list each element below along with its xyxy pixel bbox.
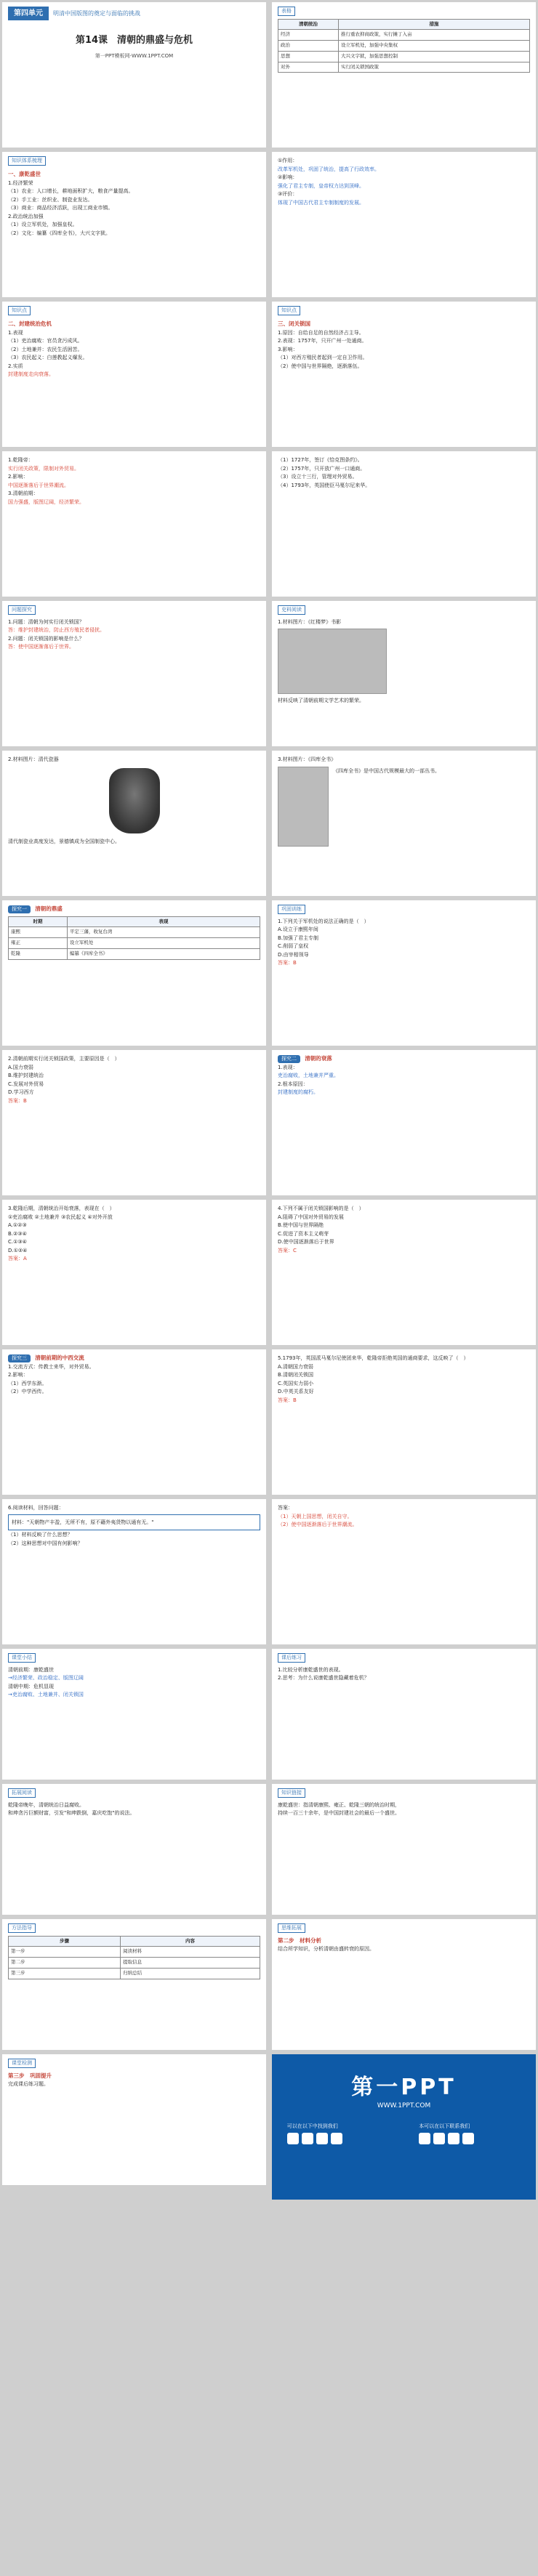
table-cell: 康熙	[9, 927, 68, 938]
vase-image	[109, 768, 160, 833]
slide-analysis-2	[2, 451, 266, 597]
table-cell: 设立军机处，加强中央集权	[339, 41, 530, 52]
table-cell: 设立军机处	[67, 938, 260, 949]
answer-text: （1）天朝上国思想，闭关自守。	[278, 1513, 353, 1519]
text-line: （2）土地兼并：农民生活困苦。	[8, 346, 83, 352]
text-line: （1）西学东渐。	[8, 1380, 47, 1386]
text-line: （2）中学西传。	[8, 1389, 47, 1394]
text-line: （4）1793年，英国使臣马戛尔尼来华。	[278, 482, 371, 488]
option: C.发展对外贸易	[8, 1081, 44, 1087]
table-cell: 平定三藩，收复台湾	[67, 927, 260, 938]
text-line: 答：维护封建统治，防止西方殖民者侵扰。	[8, 627, 105, 633]
image-caption: 2.材料图片：清代瓷器	[8, 756, 59, 762]
social-icon[interactable]	[316, 2133, 328, 2144]
text-line: 清代制瓷业高度发达，景德镇成为全国制瓷中心。	[8, 838, 120, 844]
text-line: →吏治腐败、土地兼并、闭关锁国	[8, 1692, 84, 1697]
slide-tag: 知识点	[278, 306, 300, 315]
unit-tag: 第四单元	[8, 7, 49, 20]
table-cell: 阅读材料	[121, 1947, 260, 1958]
cover-url: 第一PPT模板网-WWW.1PPT.COM	[95, 52, 174, 59]
option: D.①②④	[8, 1247, 28, 1253]
text-line: 2.表现：1757年，只开广州一处通商。	[278, 338, 367, 344]
material-box	[8, 1514, 260, 1531]
answer-text: 答案：B	[8, 1097, 27, 1104]
unit-name: 明清中国版图的奠定与面临的挑战	[53, 9, 140, 17]
option: B.清朝闭关锁国	[278, 1372, 314, 1378]
slide-tag: 知识链接	[278, 1788, 305, 1798]
slide-material-3	[272, 751, 536, 896]
text-line: 中国逐渐落后于世界潮流。	[8, 482, 69, 488]
text-line: 国力强盛，版图辽阔，经济繁荣。	[8, 498, 84, 505]
slide-tag: 史料阅读	[278, 605, 305, 615]
contact-icon[interactable]	[419, 2133, 430, 2144]
table-header: 步骤	[9, 1936, 121, 1947]
text-line: ①作用：	[278, 158, 298, 163]
question-text: （2）这种思想对中国有何影响？	[8, 1540, 83, 1546]
answer-text: 答案：B	[278, 1397, 297, 1403]
text-line: 2.政治统治加强	[8, 213, 44, 219]
answer-text: 答案：A	[8, 1256, 27, 1261]
slide-quiz-4	[272, 1200, 536, 1345]
text-line: 结合所学知识，分析清朝由盛转衰的原因。	[278, 1945, 374, 1952]
table-cell: 大兴文字狱，加强思想控制	[339, 51, 530, 62]
answer-text: 答案：C	[278, 1247, 297, 1253]
table-row	[278, 51, 530, 62]
text-line: 答：使中国逐渐落后于世界。	[8, 644, 74, 650]
section-heading: 清朝前期的中西交流	[35, 1354, 84, 1361]
text-line: 1.交流方式：传教士来华，对外贸易。	[8, 1363, 95, 1370]
section-heading: 清朝的衰落	[305, 1055, 332, 1062]
text-line: 封建制度的腐朽。	[278, 1089, 318, 1095]
slide-table	[272, 2, 536, 148]
section-heading: 第三步 巩固提升	[8, 2072, 52, 2079]
slide-tag: 知识点	[8, 306, 31, 315]
table-cell: 思想	[278, 51, 339, 62]
option: A.阻碍了中国对外贸易的发展	[278, 1214, 344, 1220]
slide-tag: 表格	[278, 7, 295, 16]
slide-tag: 拓展阅读	[8, 1788, 36, 1798]
slide-homework	[272, 1649, 536, 1780]
text-line: 康乾盛世：指清朝康熙、雍正、乾隆三朝的统治时期，	[278, 1801, 400, 1808]
slide-method	[2, 1919, 266, 2050]
slide-tag: 方法指导	[8, 1923, 36, 1933]
table-cell: 经济	[278, 30, 339, 41]
text-line: 2.思考：为什么说康乾盛世隐藏着危机？	[278, 1675, 369, 1681]
slide-thinking	[272, 1919, 536, 2050]
text-line: 材料反映了清朝前期文学艺术的繁荣。	[278, 698, 364, 703]
option: B.维护封建统治	[8, 1073, 44, 1078]
text-line: 乾隆帝晚年，清朝统治日益腐败。	[8, 1801, 84, 1808]
slide-knowledge-3	[272, 302, 536, 447]
slide-tag: 思维拓展	[278, 1923, 305, 1933]
slide-inquiry	[2, 601, 266, 746]
slide-tag: 知识体系梳理	[8, 156, 46, 166]
table-cell: 编纂《四库全书》	[67, 948, 260, 959]
table-header: 措施	[339, 19, 530, 30]
lesson-title: 第14课 清朝的鼎盛与危机	[75, 35, 193, 46]
text-line: 强化了君主专制，皇帝权力达到顶峰。	[278, 182, 364, 189]
text-line: （3）设立十三行，管理对外贸易。	[278, 474, 358, 480]
slide-tag: 课后练习	[278, 1653, 305, 1663]
table-row	[278, 30, 530, 41]
section-heading: 第二步 材料分析	[278, 1937, 321, 1944]
slide-check	[2, 2054, 266, 2185]
explore-tag: 探究一	[8, 905, 31, 913]
table-header: 时期	[9, 916, 68, 927]
option: B.使中国与世界隔绝	[278, 1222, 324, 1228]
explore-tag: 探究二	[278, 1055, 300, 1063]
text-line: 清朝前期：康乾盛世	[8, 1666, 54, 1673]
data-table	[278, 19, 530, 73]
slide-material-1	[272, 601, 536, 746]
slide-link	[272, 1784, 536, 1915]
option: A.设立于康熙年间	[278, 926, 318, 932]
table-cell: 提取信息	[121, 1958, 260, 1969]
text-line: 2.根本原因：	[278, 1081, 308, 1087]
text-line: （1）设立军机处，加强皇权。	[8, 222, 78, 228]
text-line: 3.清朝前期：	[8, 490, 39, 496]
slide-cover	[2, 2, 266, 148]
slide-explore-3	[2, 1349, 266, 1495]
contact-icon[interactable]	[433, 2133, 445, 2144]
slide-quiz-5	[272, 1349, 536, 1495]
slide-tag: 课堂检测	[8, 2059, 36, 2068]
manuscript-image	[278, 767, 329, 847]
text-line: 2.影响：	[8, 1372, 28, 1378]
question-text: 5.1793年，英国派马戛尔尼使团来华，乾隆帝拒绝英国的通商要求，这反映了（ ）	[278, 1355, 469, 1361]
text-line: 体现了中国古代君主专制制度的发展。	[278, 199, 364, 206]
text-line: （2）文化：编纂《四库全书》，大兴文字狱。	[8, 230, 111, 236]
footer-right-caption: 本可以在以下联系我们	[419, 2123, 470, 2129]
section-heading: 清朝的鼎盛	[35, 905, 63, 912]
social-icons	[287, 2133, 389, 2144]
text-line: ②影响：	[278, 174, 298, 180]
answer-text: （2）使中国逐渐落后于世界潮流。	[278, 1522, 358, 1527]
text-line: （2）手工业：丝织业、制瓷业发达。	[8, 196, 93, 203]
text-line: 3.影响：	[278, 346, 298, 352]
image-caption: 1.材料图片：《红楼梦》书影	[278, 618, 342, 625]
text-line: 1.比较分析康乾盛世的表现。	[278, 1666, 344, 1673]
slide-tag: 问题探究	[8, 605, 36, 615]
slide-tag: 巩固训练	[278, 905, 305, 914]
question-text: 3.乾隆后期，清朝统治开始衰落，表现在（ ）	[8, 1206, 115, 1211]
text-line: 封建制度走向衰落。	[8, 371, 54, 378]
explore-table	[8, 916, 260, 960]
slide-tag: 课堂小结	[8, 1653, 36, 1663]
table-row	[9, 938, 260, 949]
text-line: （1）对西方殖民者起到一定自卫作用。	[278, 355, 368, 361]
option: A.①②③	[8, 1222, 27, 1228]
text-line: 1.经济繁荣	[8, 179, 33, 186]
table-cell: 推行重农抑商政策，实行摊丁入亩	[339, 30, 530, 41]
table-cell: 政治	[278, 41, 339, 52]
text-line: 1.问题：清朝为何实行闭关锁国？	[8, 618, 84, 625]
text-line: 完成课后练习题。	[8, 2080, 49, 2087]
option: B.②③④	[8, 1230, 27, 1237]
option: C.削弱了皇权	[278, 943, 309, 949]
contact-icon[interactable]	[448, 2133, 459, 2144]
social-icon[interactable]	[302, 2133, 313, 2144]
footer-logo: 第一PPT	[351, 2075, 457, 2100]
text-line: （3）农民起义：白莲教起义爆发。	[8, 355, 88, 361]
slide-explore-2	[272, 1050, 536, 1195]
footer-banner	[272, 2054, 536, 2200]
option: D.中英关系友好	[278, 1389, 314, 1394]
text-line: （1）吏治腐败：官员贪污成风。	[8, 338, 83, 344]
question-text: 6.阅读材料，回答问题：	[8, 1505, 64, 1511]
table-cell: 乾隆	[9, 948, 68, 959]
question-text: 4.下列不属于闭关锁国影响的是（ ）	[278, 1206, 364, 1211]
table-header: 表现	[67, 916, 260, 927]
text-line: （3）商业：商品经济活跃，出现工商业市镇。	[8, 205, 113, 211]
method-table	[8, 1936, 260, 1979]
text-line: 和珅贪污巨额财富，引发"和珅跌倒，嘉庆吃饱"的说法。	[8, 1810, 135, 1816]
table-row	[9, 927, 260, 938]
slide-knowledge-1	[2, 152, 266, 297]
table-cell: 第二步	[9, 1958, 121, 1969]
text-line: ③评价：	[278, 191, 298, 197]
social-icon[interactable]	[287, 2133, 299, 2144]
section-heading: 三、闭关锁国	[278, 320, 310, 327]
text-line: 清朝中期：危机显现	[8, 1683, 54, 1689]
table-row	[9, 1968, 260, 1979]
material-text: 材料："天朝物产丰盈，无所不有，原不藉外夷货物以通有无。"	[12, 1519, 154, 1525]
text-line: 2.实质	[8, 363, 23, 369]
text-line: 1.原因：自给自足的自然经济占主导。	[278, 329, 364, 336]
slide-analysis-1	[272, 152, 536, 297]
table-cell: 第一步	[9, 1947, 121, 1958]
text-line: 持续一百三十余年，是中国封建社会的最后一个盛世。	[278, 1810, 400, 1816]
text-line: 1.乾隆帝：	[8, 457, 33, 463]
text-line: 吏治腐败，土地兼并严重。	[278, 1073, 339, 1078]
text-line: 2.问题：闭关锁国的影响是什么？	[8, 635, 84, 642]
explore-tag: 探究三	[8, 1354, 31, 1362]
slide-timeline	[272, 451, 536, 597]
text-line: （2）使中国与世界隔绝，逐渐落伍。	[278, 363, 363, 369]
contact-icon[interactable]	[462, 2133, 474, 2144]
slide-answer	[272, 1499, 536, 1644]
footer-url: WWW.1PPT.COM	[377, 2102, 431, 2109]
slide-quiz-1	[272, 900, 536, 1046]
option: ①吏治腐败 ②土地兼并 ③农民起义 ④对外开放	[8, 1214, 113, 1220]
text-line: 1.表现：	[278, 1064, 298, 1070]
table-row	[9, 1958, 260, 1969]
option: B.加强了君主专制	[278, 934, 319, 941]
table-cell: 对外	[278, 62, 339, 73]
text-line: （1）农业：人口增长，耕地面积扩大，粮食产量提高。	[8, 188, 134, 195]
table-header: 内容	[121, 1936, 260, 1947]
table-row	[278, 41, 530, 52]
option: D.学习西方	[8, 1089, 34, 1095]
text-line: 改革军机处，巩固了统治，提高了行政效率。	[278, 166, 380, 172]
slide-quiz-2	[2, 1050, 266, 1195]
text-line: 答案：	[278, 1505, 293, 1511]
option: C.①③④	[8, 1239, 27, 1245]
table-row	[9, 948, 260, 959]
table-cell: 实行闭关锁国政策	[339, 62, 530, 73]
table-header: 清朝统治	[278, 19, 339, 30]
question-text: （1）材料反映了什么思想？	[8, 1532, 73, 1538]
slide-quiz-6	[2, 1499, 266, 1644]
text-line: 《四库全书》是中国古代规模最大的一部丛书。	[333, 767, 440, 774]
image-caption: 3.材料图片：《四库全书》	[278, 756, 337, 762]
slide-summary	[2, 1649, 266, 1780]
slide-knowledge-2	[2, 302, 266, 447]
table-row	[278, 62, 530, 73]
text-line: 2.影响：	[8, 474, 28, 480]
text-line: 1.表现	[8, 329, 23, 336]
book-image	[278, 629, 387, 694]
table-cell: 雍正	[9, 938, 68, 949]
answer-text: 答案：B	[278, 960, 297, 966]
text-line: （2）1757年，只开放广州一口通商。	[278, 465, 366, 472]
table-cell: 归纳总结	[121, 1968, 260, 1979]
option: C.英国实力弱小	[278, 1380, 314, 1386]
slide-quiz-3	[2, 1200, 266, 1345]
text-line: 实行闭关政策，限制对外贸易。	[8, 465, 79, 472]
footer-left-caption: 可以在以下中找到我们	[286, 2123, 338, 2129]
question-text: 1.下列关于军机处的说法正确的是（ ）	[278, 918, 369, 924]
question-text: 2.清朝前期实行闭关锁国政策，主要原因是（ ）	[8, 1056, 120, 1062]
social-icon[interactable]	[331, 2133, 342, 2144]
text-line: （1）1727年，签订《恰克图条约》。	[278, 457, 363, 463]
option: D.使中国逐渐落后于世界	[278, 1239, 334, 1245]
table-row	[9, 1947, 260, 1958]
slide-explore-1	[2, 900, 266, 1046]
option: D.由宰相领导	[278, 951, 309, 958]
option: A.国力衰弱	[8, 1064, 33, 1070]
option: C.促进了资本主义萌芽	[278, 1230, 329, 1237]
slide-reading	[2, 1784, 266, 1915]
section-heading: 一、康乾盛世	[8, 170, 41, 177]
table-cell: 第三步	[9, 1968, 121, 1979]
contact-icons	[419, 2133, 521, 2144]
slide-material-2	[2, 751, 266, 896]
section-heading: 二、封建统治危机	[8, 320, 52, 327]
text-line: →经济繁荣、政治稳定、版图辽阔	[8, 1675, 84, 1681]
option: A.清朝国力衰弱	[278, 1363, 313, 1370]
